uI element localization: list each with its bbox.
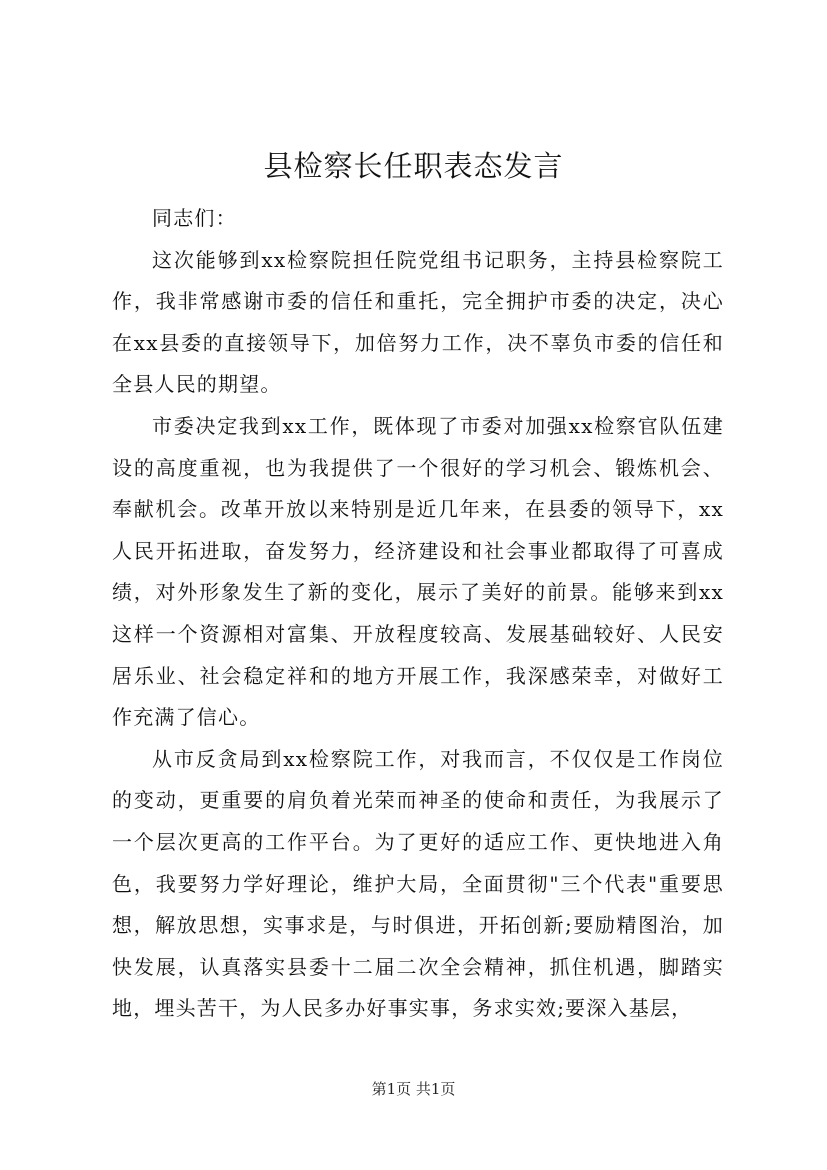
paragraph-1: 这次能够到xx检察院担任院党组书记职务，主持县检察院工作，我非常感谢市委的信任和重托，完全拥护市委的决定，决心在xx县委的直接领导下，加倍努力工作，决不辜负市委的信任和全县人民的期望。 (112, 247, 724, 397)
document-title: 县检察长任职表态发言 (263, 149, 564, 183)
page-footer: 第1页 共1页 (371, 1080, 456, 1098)
document-body (112, 198, 724, 1030)
paragraph-2: 市委决定我到xx工作，既体现了市委对加强xx检察官队伍建设的高度重视，也为我提供了一个很好的学习机会、锻炼机会、奉献机会。改革开放以来特别是近几年来，在县委的领导下，xx人民开拓进取，奋发努力，经济建设和社会事业都取得了可喜成绩，对外形象发生了新的变化，展示了美好的前景。能够来到xx这样一个资源相对富集、开放程度较高、发展基础较好、人民安居乐业、社会稳定祥和的地方开展工作，我深感荣幸，对做好工作充满了信心。 (112, 413, 724, 730)
salutation: 同志们： (152, 206, 237, 230)
paragraph-3: 从市反贪局到xx检察院工作，对我而言，不仅仅是工作岗位的变动，更重要的肩负着光荣而神圣的使命和责任，为我展示了一个层次更高的工作平台。为了更好的适应工作、更快地进入角色，我要努力学好理论，维护大局，全面贯彻"三个代表"重要思想，解放思想，实事求是，与时俱进，开拓创新;要励精图治，加快发展，认真落实县委十二届二次全会精神，抓住机遇，脚踏实地，埋头苦干，为人民多办好事实事，务求实效;要深入基层， (112, 746, 724, 1021)
